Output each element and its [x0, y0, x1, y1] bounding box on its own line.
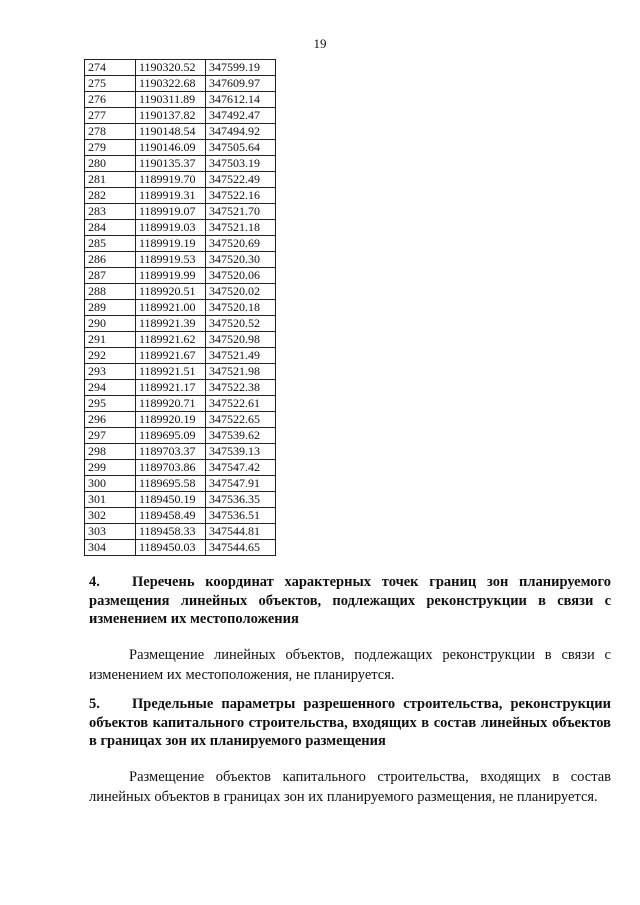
y-coordinate-cell: 347521.98 [206, 364, 276, 380]
y-coordinate-cell: 347520.18 [206, 300, 276, 316]
point-number-cell: 276 [85, 92, 136, 108]
y-coordinate-cell: 347520.52 [206, 316, 276, 332]
y-coordinate-cell: 347522.38 [206, 380, 276, 396]
y-coordinate-cell: 347520.30 [206, 252, 276, 268]
y-coordinate-cell: 347544.81 [206, 524, 276, 540]
point-number-cell: 299 [85, 460, 136, 476]
table-row [85, 444, 276, 460]
table-row [85, 124, 276, 140]
table-row [85, 476, 276, 492]
coordinates-table-body [85, 60, 276, 556]
section-5-body: Размещение объектов капитального строительства, входящих в состав линейных объектов в границах зон их планируемого размещения, не планируется. [89, 768, 611, 805]
table-row [85, 204, 276, 220]
y-coordinate-cell: 347520.02 [206, 284, 276, 300]
table-row [85, 92, 276, 108]
section-4-heading [89, 573, 611, 629]
point-number-cell: 297 [85, 428, 136, 444]
y-coordinate-cell: 347520.98 [206, 332, 276, 348]
y-coordinate-cell: 347599.19 [206, 60, 276, 76]
point-number-cell: 287 [85, 268, 136, 284]
x-coordinate-cell: 1189695.58 [136, 476, 206, 492]
x-coordinate-cell: 1189921.17 [136, 380, 206, 396]
x-coordinate-cell: 1189919.31 [136, 188, 206, 204]
point-number-cell: 286 [85, 252, 136, 268]
section-4-body: Размещение линейных объектов, подлежащих реконструкции в связи с изменением их местоположения, не планируется. [89, 646, 611, 683]
point-number-cell: 280 [85, 156, 136, 172]
y-coordinate-cell: 347547.42 [206, 460, 276, 476]
table-row [85, 108, 276, 124]
table-row [85, 348, 276, 364]
y-coordinate-cell: 347547.91 [206, 476, 276, 492]
table-row [85, 396, 276, 412]
x-coordinate-cell: 1190137.82 [136, 108, 206, 124]
table-row [85, 220, 276, 236]
y-coordinate-cell: 347522.49 [206, 172, 276, 188]
section-4 [89, 573, 611, 685]
x-coordinate-cell: 1190146.09 [136, 140, 206, 156]
y-coordinate-cell: 347521.70 [206, 204, 276, 220]
table-row [85, 332, 276, 348]
x-coordinate-cell: 1189921.67 [136, 348, 206, 364]
point-number-cell: 284 [85, 220, 136, 236]
point-number-cell: 304 [85, 540, 136, 556]
point-number-cell: 279 [85, 140, 136, 156]
table-row [85, 412, 276, 428]
x-coordinate-cell: 1189920.19 [136, 412, 206, 428]
table-row [85, 428, 276, 444]
x-coordinate-cell: 1189920.71 [136, 396, 206, 412]
x-coordinate-cell: 1189921.62 [136, 332, 206, 348]
x-coordinate-cell: 1190320.52 [136, 60, 206, 76]
table-row [85, 300, 276, 316]
point-number-cell: 289 [85, 300, 136, 316]
x-coordinate-cell: 1189920.51 [136, 284, 206, 300]
y-coordinate-cell: 347539.62 [206, 428, 276, 444]
table-row [85, 508, 276, 524]
point-number-cell: 294 [85, 380, 136, 396]
x-coordinate-cell: 1189703.86 [136, 460, 206, 476]
table-row [85, 60, 276, 76]
y-coordinate-cell: 347492.47 [206, 108, 276, 124]
point-number-cell: 285 [85, 236, 136, 252]
point-number-cell: 295 [85, 396, 136, 412]
point-number-cell: 275 [85, 76, 136, 92]
x-coordinate-cell: 1189450.19 [136, 492, 206, 508]
x-coordinate-cell: 1189921.00 [136, 300, 206, 316]
x-coordinate-cell: 1189921.51 [136, 364, 206, 380]
point-number-cell: 282 [85, 188, 136, 204]
point-number-cell: 288 [85, 284, 136, 300]
point-number-cell: 281 [85, 172, 136, 188]
point-number-cell: 278 [85, 124, 136, 140]
x-coordinate-cell: 1189695.09 [136, 428, 206, 444]
section-5 [89, 695, 611, 807]
section-4-number: 4. [89, 574, 100, 590]
table-row [85, 236, 276, 252]
table-row [85, 380, 276, 396]
x-coordinate-cell: 1189703.37 [136, 444, 206, 460]
x-coordinate-cell: 1189921.39 [136, 316, 206, 332]
point-number-cell: 292 [85, 348, 136, 364]
table-row [85, 76, 276, 92]
section-5-number: 5. [89, 696, 100, 712]
y-coordinate-cell: 347522.16 [206, 188, 276, 204]
table-row [85, 252, 276, 268]
x-coordinate-cell: 1190311.89 [136, 92, 206, 108]
table-row [85, 492, 276, 508]
point-number-cell: 291 [85, 332, 136, 348]
x-coordinate-cell: 1190148.54 [136, 124, 206, 140]
point-number-cell: 303 [85, 524, 136, 540]
y-coordinate-cell: 347521.18 [206, 220, 276, 236]
y-coordinate-cell: 347539.13 [206, 444, 276, 460]
y-coordinate-cell: 347612.14 [206, 92, 276, 108]
table-row [85, 540, 276, 556]
table-row [85, 268, 276, 284]
table-row [85, 172, 276, 188]
table-row [85, 284, 276, 300]
section-5-heading [89, 695, 611, 751]
point-number-cell: 300 [85, 476, 136, 492]
point-number-cell: 302 [85, 508, 136, 524]
x-coordinate-cell: 1189919.03 [136, 220, 206, 236]
y-coordinate-cell: 347505.64 [206, 140, 276, 156]
section-4-title: Перечень координат характерных точек границ зон планируемого размещения линейных объектов, подлежащих реконструкции в связи с изменением их местоположения [89, 574, 611, 627]
y-coordinate-cell: 347522.65 [206, 412, 276, 428]
point-number-cell: 296 [85, 412, 136, 428]
table-row [85, 316, 276, 332]
point-number-cell: 274 [85, 60, 136, 76]
table-row [85, 364, 276, 380]
y-coordinate-cell: 347522.61 [206, 396, 276, 412]
x-coordinate-cell: 1189919.70 [136, 172, 206, 188]
x-coordinate-cell: 1189919.19 [136, 236, 206, 252]
table-row [85, 156, 276, 172]
x-coordinate-cell: 1189919.07 [136, 204, 206, 220]
y-coordinate-cell: 347536.51 [206, 508, 276, 524]
section-5-title: Предельные параметры разрешенного строительства, реконструкции объектов капитального строительства, входящих в состав линейных объектов в границах зон их планируемого размещения [89, 696, 611, 749]
x-coordinate-cell: 1189919.53 [136, 252, 206, 268]
table-row [85, 140, 276, 156]
x-coordinate-cell: 1189450.03 [136, 540, 206, 556]
y-coordinate-cell: 347520.06 [206, 268, 276, 284]
y-coordinate-cell: 347521.49 [206, 348, 276, 364]
y-coordinate-cell: 347609.97 [206, 76, 276, 92]
point-number-cell: 283 [85, 204, 136, 220]
point-number-cell: 293 [85, 364, 136, 380]
table-row [85, 188, 276, 204]
point-number-cell: 301 [85, 492, 136, 508]
y-coordinate-cell: 347536.35 [206, 492, 276, 508]
x-coordinate-cell: 1190135.37 [136, 156, 206, 172]
point-number-cell: 298 [85, 444, 136, 460]
x-coordinate-cell: 1189919.99 [136, 268, 206, 284]
x-coordinate-cell: 1189458.49 [136, 508, 206, 524]
table-row [85, 460, 276, 476]
point-number-cell: 290 [85, 316, 136, 332]
coordinates-table [84, 59, 276, 556]
y-coordinate-cell: 347503.19 [206, 156, 276, 172]
page-number: 19 [313, 36, 327, 51]
y-coordinate-cell: 347494.92 [206, 124, 276, 140]
x-coordinate-cell: 1189458.33 [136, 524, 206, 540]
y-coordinate-cell: 347544.65 [206, 540, 276, 556]
point-number-cell: 277 [85, 108, 136, 124]
table-row [85, 524, 276, 540]
x-coordinate-cell: 1190322.68 [136, 76, 206, 92]
y-coordinate-cell: 347520.69 [206, 236, 276, 252]
